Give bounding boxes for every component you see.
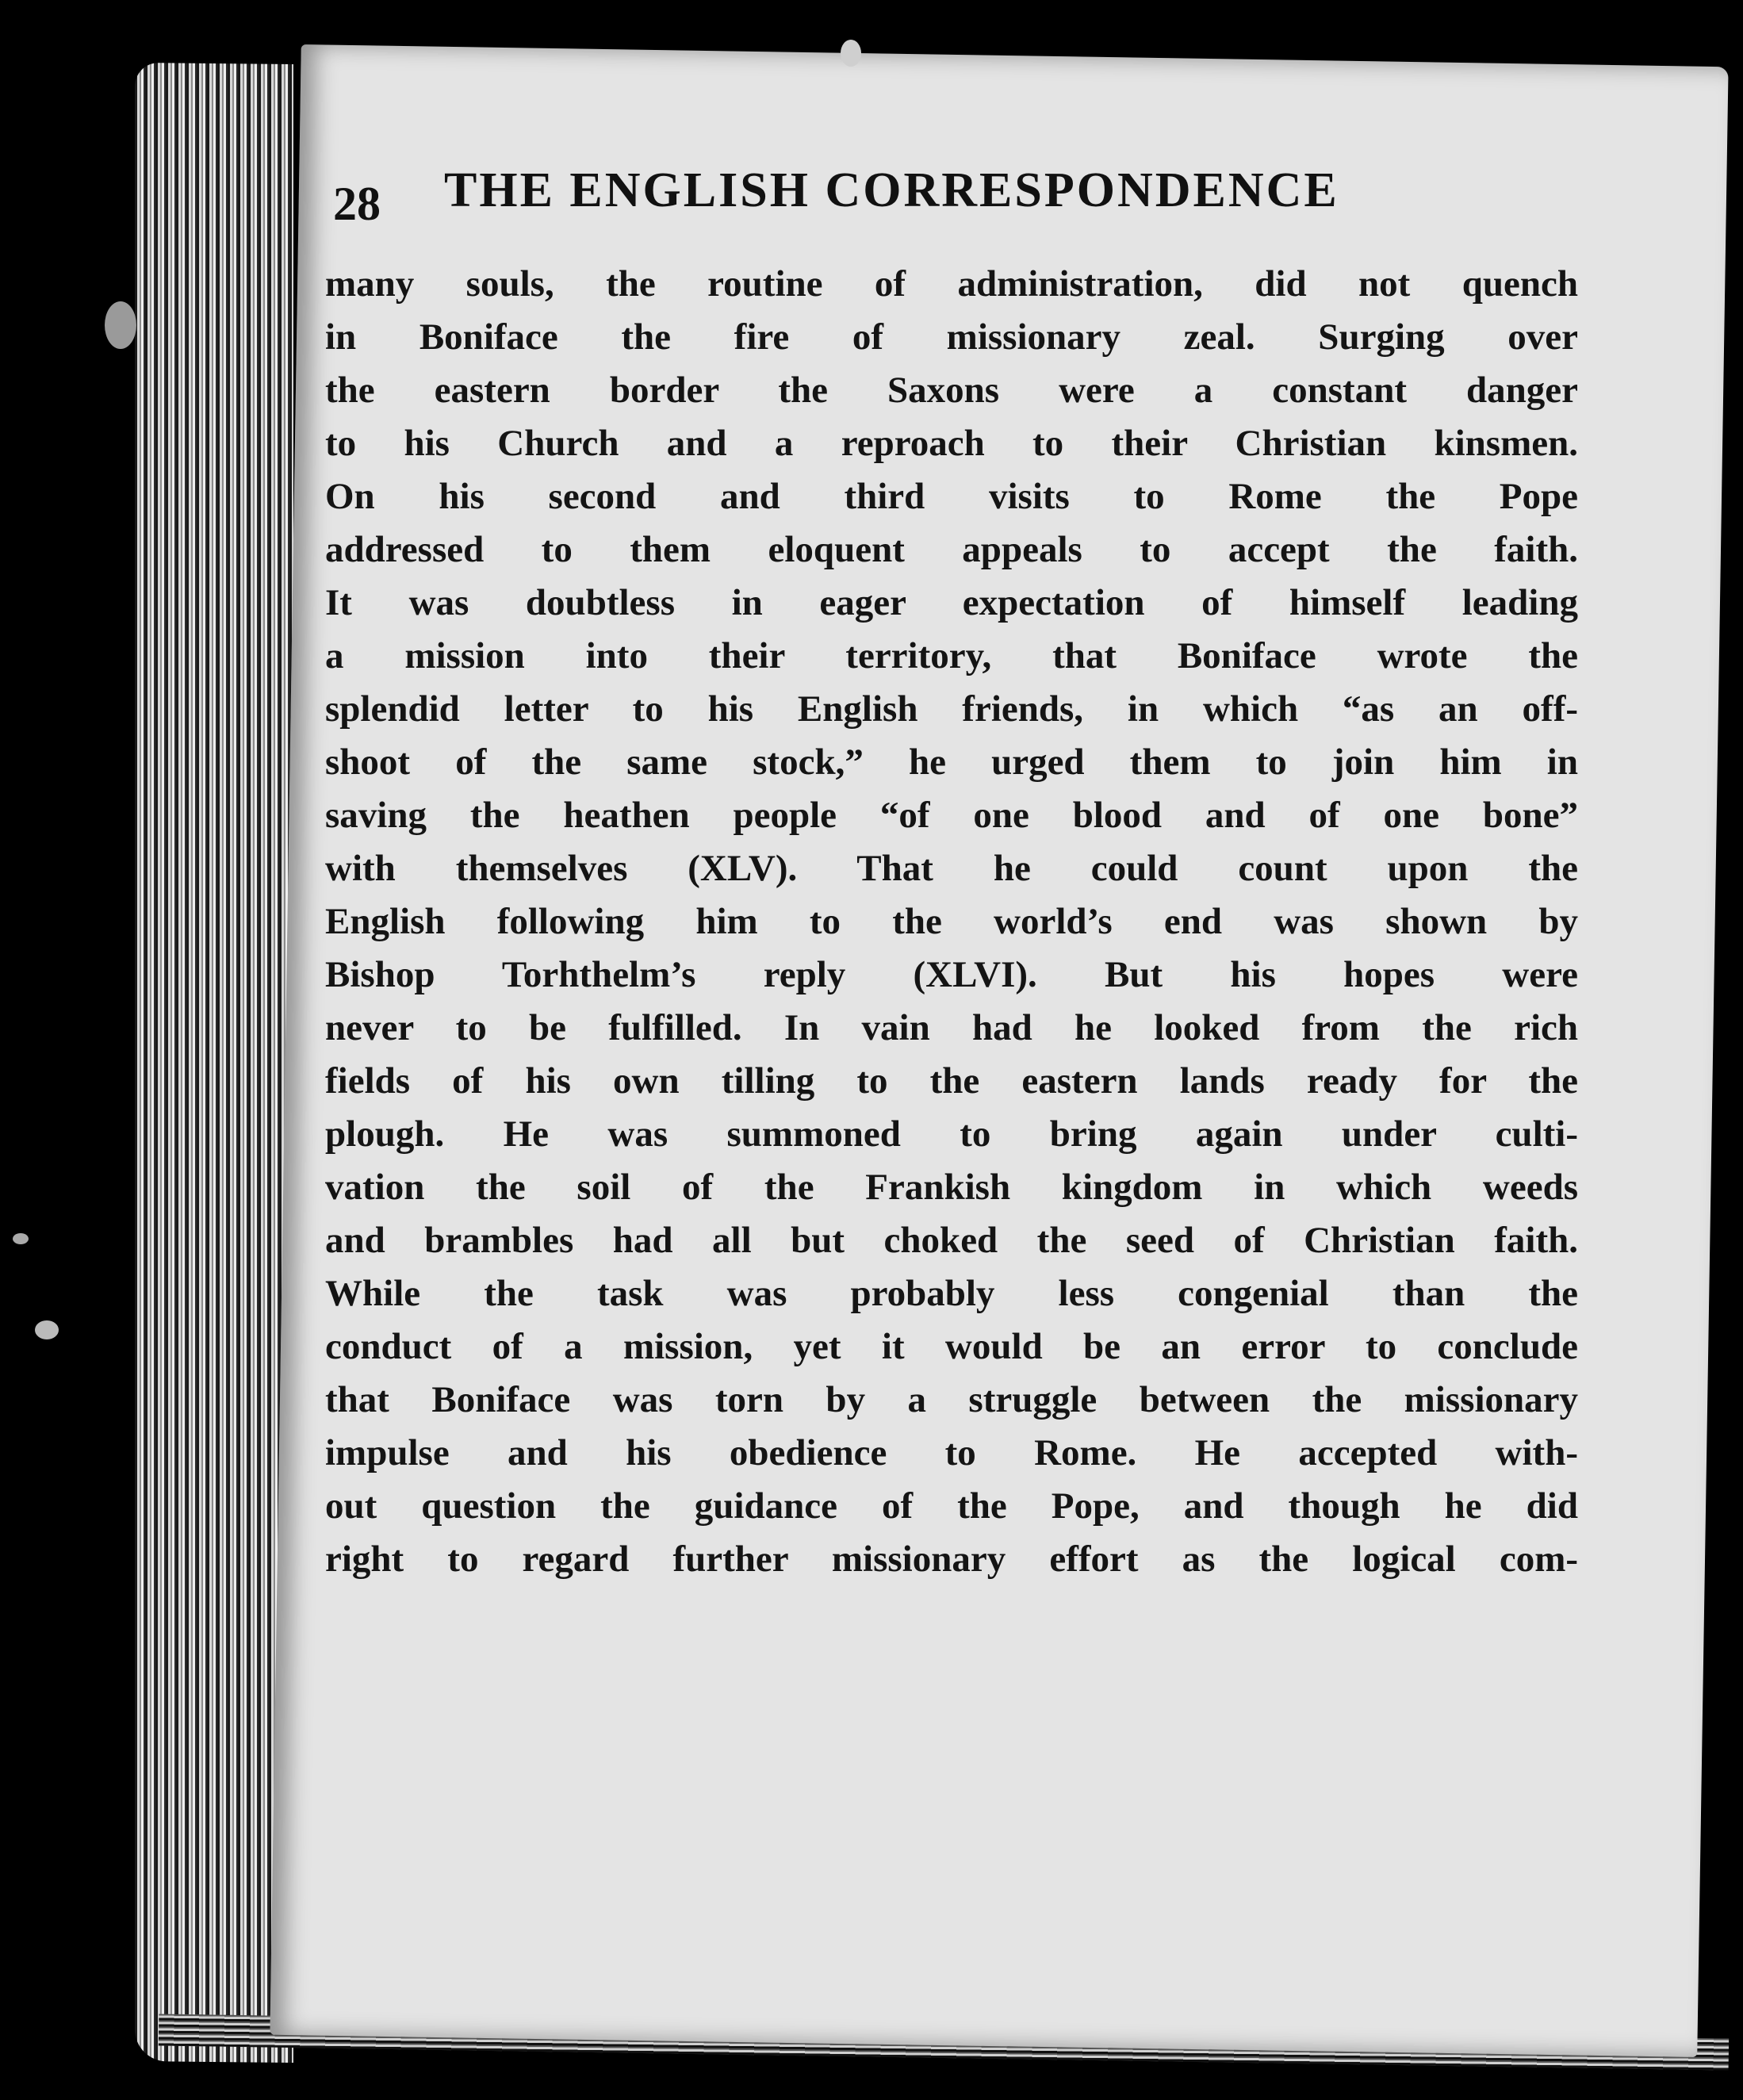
text-line: On his second and third visits to Rome the Pope bbox=[325, 476, 1578, 517]
scan-artifact bbox=[105, 301, 136, 349]
page-number: 28 bbox=[333, 178, 381, 230]
body-text bbox=[325, 258, 1578, 1669]
text-line: plough. He was summoned to bring again under culti- bbox=[325, 1113, 1578, 1155]
text-line: It was doubtless in eager expectation of himself leading bbox=[325, 582, 1578, 623]
text-line: out question the guidance of the Pope, and though he did bbox=[325, 1485, 1578, 1527]
text-line: with themselves (XLV). That he could count upon the bbox=[325, 848, 1578, 889]
text-line: right to regard further missionary effort as the logical com- bbox=[325, 1539, 1578, 1580]
text-line: in Boniface the fire of missionary zeal. Surging over bbox=[325, 316, 1578, 358]
text-line: that Boniface was torn by a struggle between the missionary bbox=[325, 1379, 1578, 1420]
book-page-edges bbox=[135, 63, 293, 2063]
text-line: saving the heathen people “of one blood and of one bone” bbox=[325, 795, 1578, 836]
text-line: and brambles had all but choked the seed of Christian faith. bbox=[325, 1220, 1578, 1261]
text-line: impulse and his obedience to Rome. He accepted with- bbox=[325, 1432, 1578, 1473]
text-line: English following him to the world’s end was shown by bbox=[325, 901, 1578, 942]
text-line: conduct of a mission, yet it would be an error to conclude bbox=[325, 1326, 1578, 1367]
scan-artifact bbox=[35, 1320, 59, 1339]
text-line: the eastern border the Saxons were a constant danger bbox=[325, 370, 1578, 411]
scan-artifact bbox=[841, 40, 861, 67]
text-line: fields of his own tilling to the eastern lands ready for the bbox=[325, 1060, 1578, 1102]
text-line: While the task was probably less congenial than the bbox=[325, 1273, 1578, 1314]
scan-artifact bbox=[13, 1233, 29, 1244]
page-header bbox=[333, 163, 1570, 258]
text-line: never to be fulfilled. In vain had he looked from the rich bbox=[325, 1007, 1578, 1048]
text-line: Bishop Torhthelm’s reply (XLVI). But his hopes were bbox=[325, 954, 1578, 995]
text-line: a mission into their territory, that Boniface wrote the bbox=[325, 635, 1578, 676]
running-head: THE ENGLISH CORRESPONDENCE bbox=[444, 163, 1339, 217]
text-line: addressed to them eloquent appeals to accept the faith. bbox=[325, 529, 1578, 570]
text-line: splendid letter to his English friends, in which “as an off- bbox=[325, 688, 1578, 730]
text-line: shoot of the same stock,” he urged them to join him in bbox=[325, 742, 1578, 783]
text-line: vation the soil of the Frankish kingdom in which weeds bbox=[325, 1167, 1578, 1208]
text-line: many souls, the routine of administration, did not quench bbox=[325, 263, 1578, 305]
text-line: to his Church and a reproach to their Christian kinsmen. bbox=[325, 423, 1578, 464]
